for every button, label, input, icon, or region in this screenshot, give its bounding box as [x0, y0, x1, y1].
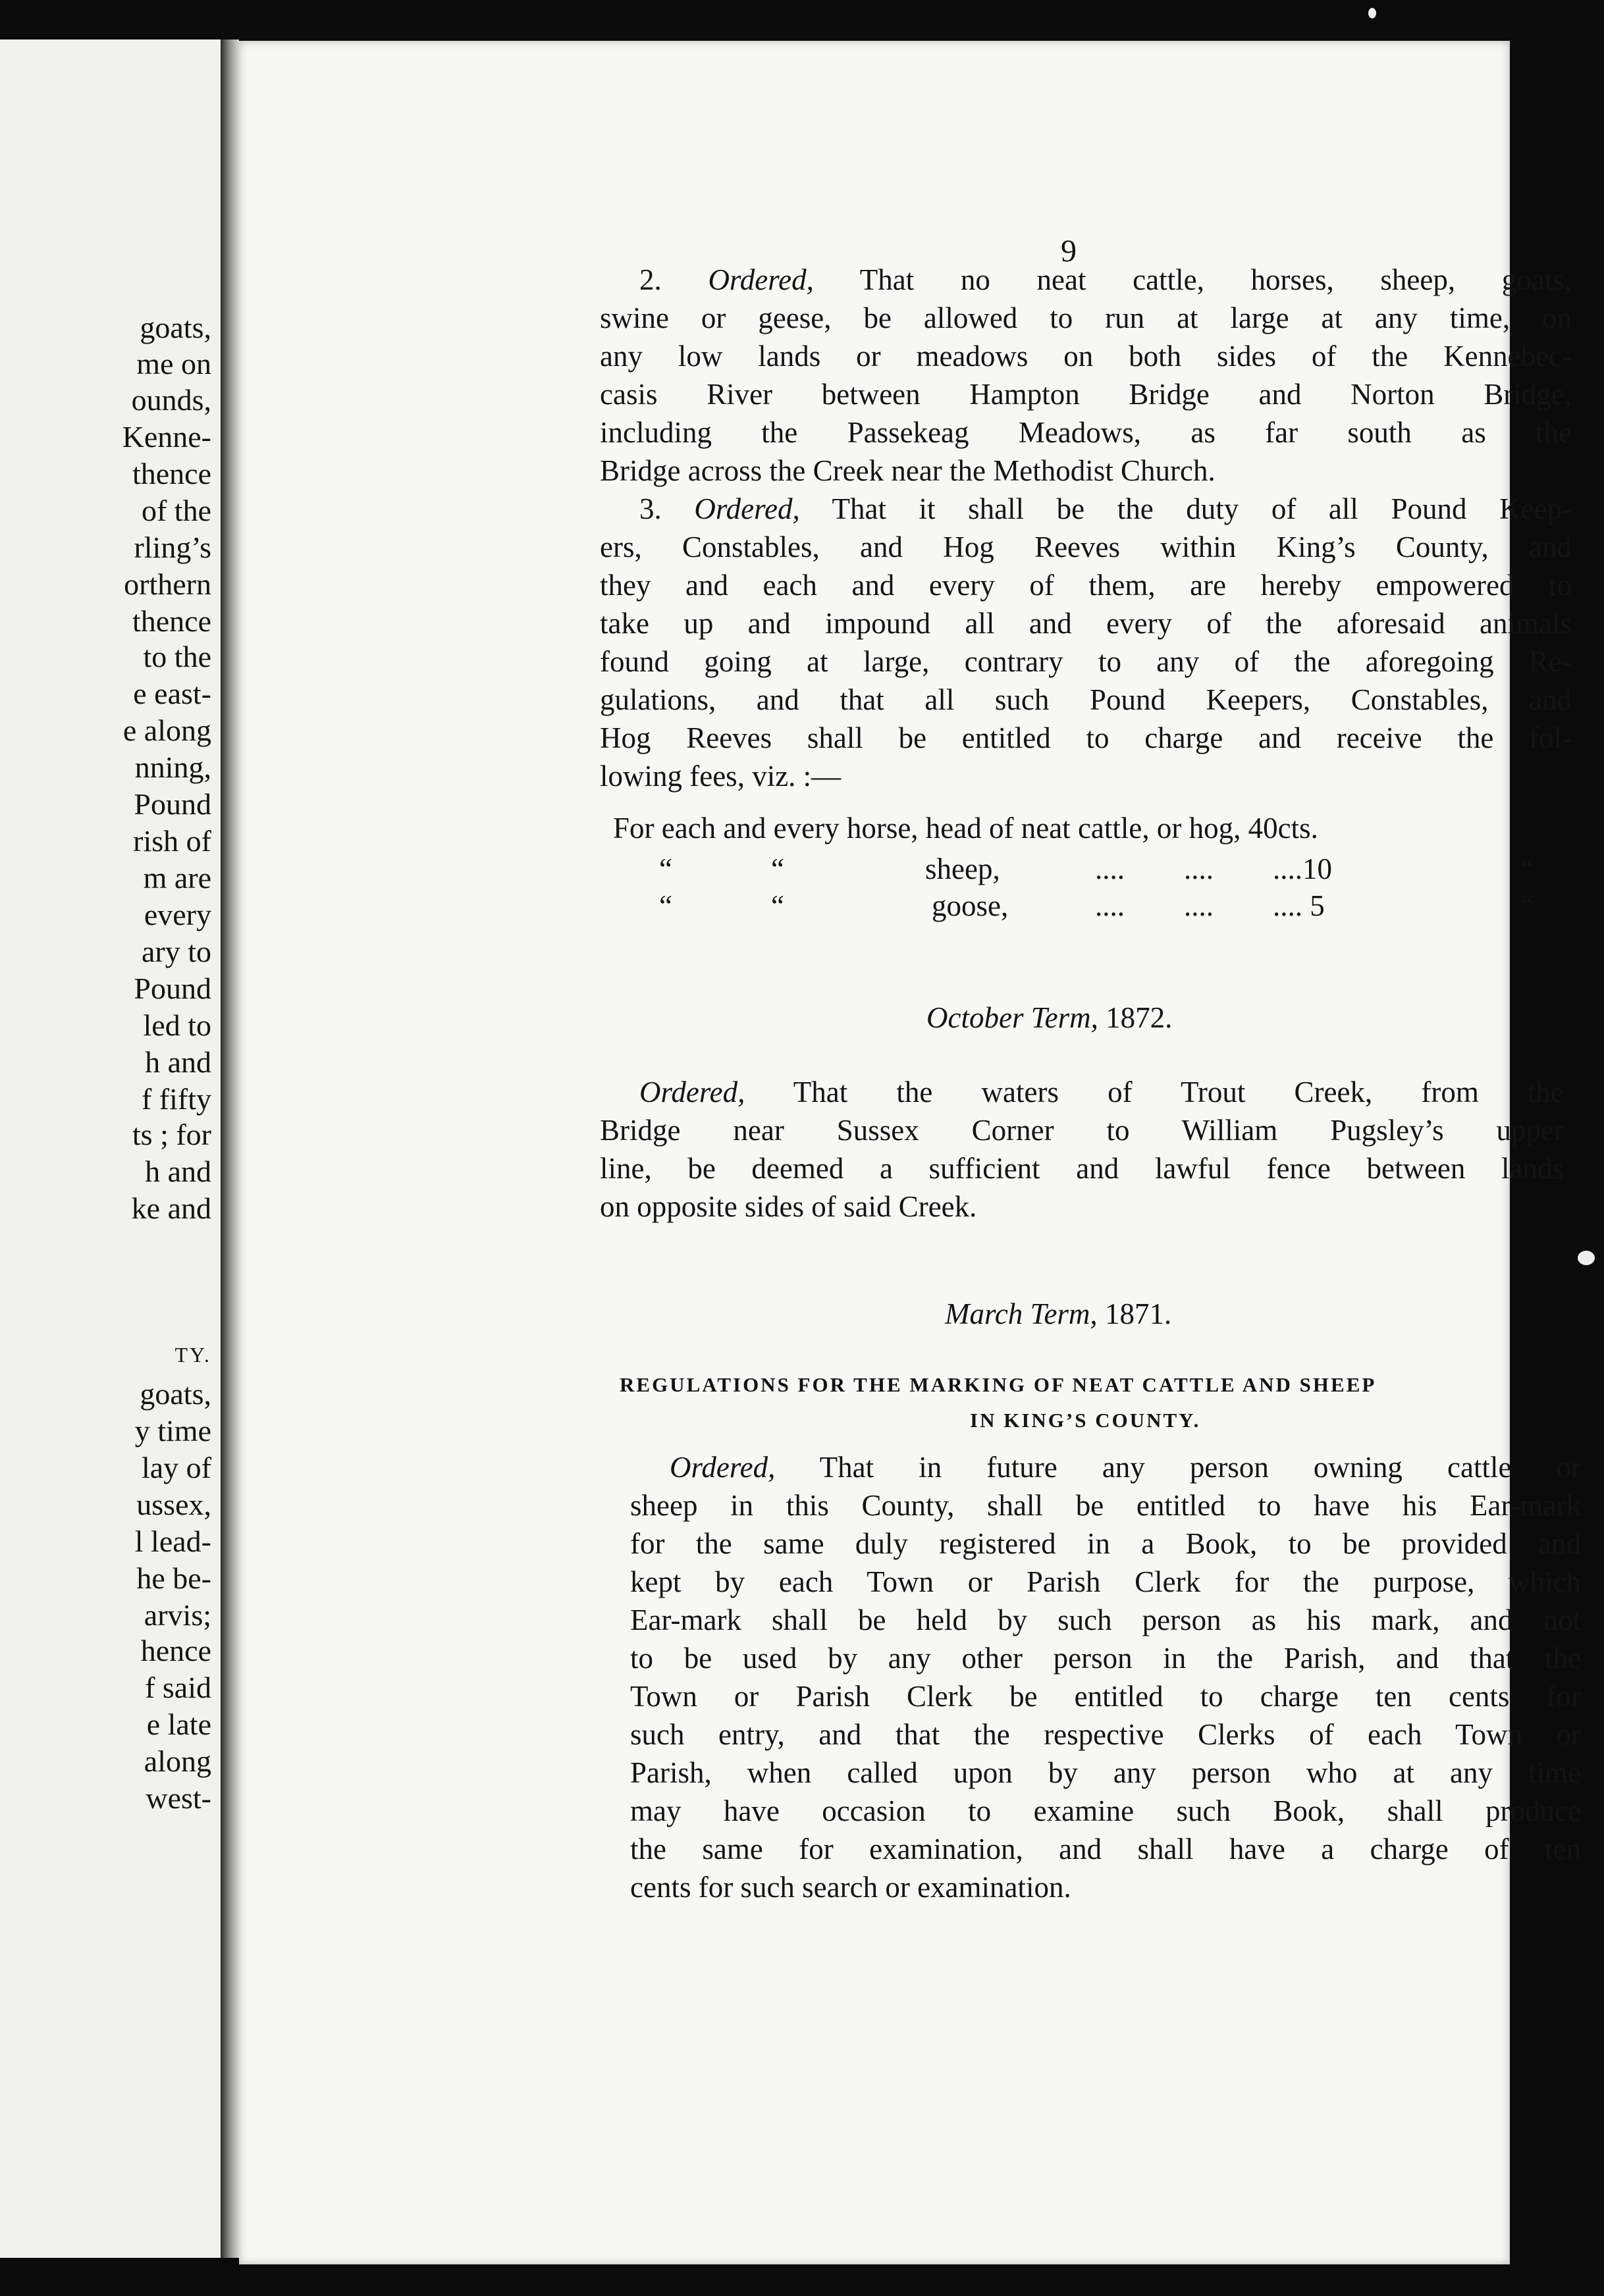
- order-2-paragraph: [600, 261, 1572, 490]
- line-text: That no neat cattle, horses, sheep, goats,: [859, 263, 1572, 296]
- fee-ditto-mark: “: [771, 889, 784, 922]
- left-page-fragment: goats,: [140, 1377, 211, 1411]
- paragraph-line: Hog Reeves shall be entitled to charge and receive the fol-: [600, 721, 1572, 754]
- left-page-fragment: TY.: [174, 1343, 211, 1367]
- paragraph-line: sheep in this County, shall be entitled to have his Ear-mark: [630, 1489, 1581, 1522]
- left-page-fragment: lay of: [141, 1451, 211, 1484]
- left-page-fragment: thence: [132, 457, 211, 490]
- paragraph-line: ers, Constables, and Hog Reeves within King’s County, and: [600, 531, 1572, 563]
- left-page-fragment: to the: [143, 640, 211, 673]
- left-page-fragment: along: [144, 1744, 211, 1778]
- left-page-fragment: every: [144, 898, 211, 931]
- left-page-fragment: goats,: [140, 311, 211, 344]
- page-number: 9: [1061, 234, 1077, 269]
- october-order-paragraph: [600, 1073, 1564, 1226]
- fee-ditto-mark: “: [659, 852, 672, 885]
- line-text: That in future any person owning cattle or: [819, 1451, 1582, 1484]
- left-page-fragment: f fifty: [141, 1082, 211, 1116]
- left-page-fragment: hence: [140, 1634, 211, 1667]
- left-page-fragment: m are: [143, 861, 211, 895]
- ordered-word: Ordered,: [670, 1451, 776, 1484]
- left-page-fragment: rish of: [133, 824, 211, 858]
- paragraph-line: take up and impound all and every of the aforesaid animals: [600, 607, 1572, 640]
- left-page-fragment: of the: [141, 494, 211, 527]
- paragraph-line: any low lands or meadows on both sides of the Kennebec-: [600, 340, 1572, 373]
- order-number: 2.: [639, 263, 662, 296]
- march-order-paragraph: [630, 1448, 1581, 1906]
- fee-item-sheep: sheep,: [925, 852, 1000, 885]
- left-page-fragment: ary to: [141, 935, 211, 968]
- fee-ditto-mark: “: [659, 889, 672, 922]
- fee-row-horse: For each and every horse, head of neat cattle, or hog, 40cts.: [613, 812, 1318, 845]
- scan-speck: [1578, 1251, 1595, 1265]
- paragraph-line: kept by each Town or Parish Clerk for the purpose, which: [630, 1565, 1581, 1598]
- left-page-fragment: ts ; for: [132, 1118, 211, 1151]
- term-year: 1871.: [1097, 1297, 1172, 1330]
- fee-item-goose: goose,: [932, 889, 1009, 922]
- paragraph-line: [600, 261, 1572, 299]
- left-page-fragment: ounds,: [131, 383, 211, 417]
- left-page-fragment: ke and: [131, 1191, 211, 1225]
- order-number: 3.: [639, 492, 662, 525]
- ordered-word: Ordered,: [708, 263, 814, 296]
- paragraph-line: Ear-mark shall be held by such person as his mark, and not: [630, 1604, 1581, 1636]
- paragraph-line: Bridge near Sussex Corner to William Pugsley’s upper: [600, 1114, 1564, 1147]
- line-text: That the waters of Trout Creek, from the: [793, 1076, 1564, 1109]
- paragraph-line: lowing fees, viz. :—: [600, 760, 842, 793]
- ordered-word: Ordered,: [694, 492, 800, 525]
- paragraph-line: line, be deemed a sufficient and lawful fence between lands: [600, 1152, 1564, 1185]
- term-label: October Term,: [926, 1001, 1098, 1034]
- left-page-fragment: ussex,: [136, 1488, 211, 1521]
- paragraph-line: to be used by any other person in the Parish, and that the: [630, 1642, 1581, 1675]
- fee-ditto-mark: “: [1520, 852, 1534, 885]
- paragraph-line: gulations, and that all such Pound Keepers, Constables, and: [600, 683, 1572, 716]
- october-term-heading: [926, 1001, 1172, 1035]
- paragraph-line: found going at large, contrary to any of the aforegoing Re-: [600, 645, 1572, 678]
- march-term-heading: [945, 1297, 1171, 1331]
- left-page-fragment: nning,: [134, 750, 211, 784]
- fee-ditto-mark: “: [771, 852, 784, 885]
- scan-speck: [1368, 8, 1376, 18]
- left-page-fragment: e along: [122, 714, 211, 747]
- fee-ditto-mark: “: [1520, 889, 1534, 922]
- paragraph-line: for the same duly registered in a Book, to be provided and: [630, 1527, 1581, 1560]
- regulations-heading-line1: REGULATIONS FOR THE MARKING OF NEAT CATTLE AND SHEEP: [620, 1373, 1377, 1396]
- left-page-fragment: l lead-: [134, 1525, 211, 1558]
- left-page-fragment: orthern: [124, 567, 211, 601]
- left-page-fragment: led to: [143, 1008, 211, 1042]
- left-page-fragment: west-: [146, 1781, 211, 1815]
- fee-amount-sheep: .... .... ....10: [1095, 852, 1332, 885]
- paragraph-line: [600, 490, 1572, 528]
- paragraph-line: [630, 1448, 1581, 1486]
- left-page-fragment: e late: [146, 1708, 211, 1741]
- regulations-heading-line2: IN KING’S COUNTY.: [970, 1409, 1201, 1432]
- left-page-fragment: Kenne-: [122, 420, 211, 454]
- paragraph-line: they and each and every of them, are hereby empowered to: [600, 569, 1572, 602]
- paragraph-line: Bridge across the Creek near the Methodist Church.: [600, 454, 1216, 487]
- paragraph-line: cents for such search or examination.: [630, 1871, 1071, 1904]
- left-page-fragment: rling’s: [134, 531, 211, 564]
- paragraph-line: the same for examination, and shall have a charge of ten: [630, 1833, 1581, 1866]
- book-gutter: [221, 39, 239, 2258]
- line-text: That it shall be the duty of all Pound Keep-: [832, 492, 1572, 525]
- left-page-fragment: me on: [136, 347, 211, 380]
- paragraph-line: Town or Parish Clerk be entitled to charge ten cents for: [630, 1680, 1581, 1713]
- left-page-fragment: h and: [145, 1155, 211, 1188]
- left-page-fragment: h and: [145, 1045, 211, 1079]
- left-page-fragment: f said: [145, 1671, 211, 1704]
- left-page-fragment: arvis;: [144, 1598, 211, 1632]
- left-page-fragment: e east-: [133, 677, 211, 710]
- left-facing-page: [0, 39, 221, 2258]
- paragraph-line: Parish, when called upon by any person who at any time: [630, 1756, 1581, 1789]
- order-3-paragraph: [600, 490, 1572, 795]
- right-page: [239, 41, 1582, 2264]
- paragraph-line: casis River between Hampton Bridge and Norton Bridge,: [600, 378, 1572, 411]
- paragraph-line: such entry, and that the respective Clerks of each Town or: [630, 1718, 1581, 1751]
- fee-amount-goose: .... .... .... 5: [1095, 889, 1325, 922]
- ordered-word: Ordered,: [639, 1076, 745, 1109]
- paragraph-line: on opposite sides of said Creek.: [600, 1190, 977, 1223]
- term-label: March Term,: [945, 1297, 1098, 1330]
- paragraph-line: [600, 1073, 1564, 1111]
- left-page-fragment: he be-: [136, 1561, 211, 1595]
- left-page-fragment: thence: [132, 604, 211, 638]
- term-year: 1872.: [1098, 1001, 1173, 1034]
- left-page-fragment: y time: [134, 1414, 211, 1448]
- paragraph-line: including the Passekeag Meadows, as far south as the: [600, 416, 1572, 449]
- paragraph-line: may have occasion to examine such Book, shall produce: [630, 1794, 1581, 1827]
- left-page-fragment: Pound: [134, 787, 211, 821]
- left-page-fragment: Pound: [134, 972, 211, 1005]
- paragraph-line: swine or geese, be allowed to run at large at any time, on: [600, 301, 1572, 334]
